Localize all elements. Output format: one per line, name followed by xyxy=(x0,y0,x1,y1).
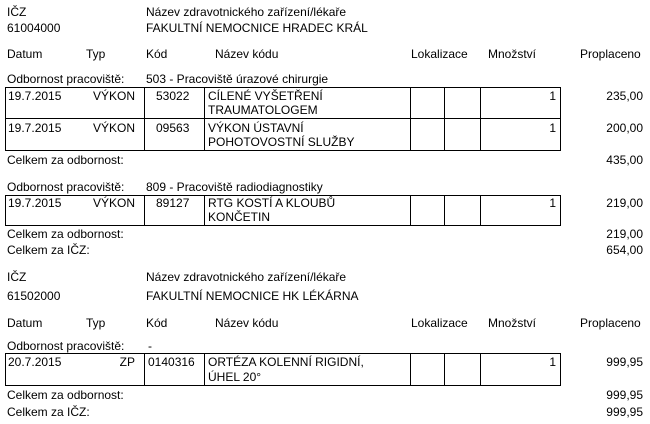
col-datum: Datum xyxy=(7,47,43,61)
odbornost-value: 809 - Pracoviště radiodiagnostiky xyxy=(146,180,323,194)
subtotal-value: 999,95 xyxy=(606,388,643,402)
subtotal-label: Celkem za odbornost: xyxy=(7,153,124,167)
odbornost-label: Odbornost pracoviště: xyxy=(7,339,125,353)
cell-kod: 09563 xyxy=(156,121,190,135)
facility-name-label: Název zdravotnického zařízení/lékaře xyxy=(146,270,347,284)
col-lokalizace: Lokalizace xyxy=(411,316,468,330)
cell-kod: 89127 xyxy=(156,196,190,210)
subtotal-value: 219,00 xyxy=(606,227,643,241)
cell-datum: 20.7.2015 xyxy=(8,355,62,369)
col-mnozstvi: Množství xyxy=(488,47,537,61)
icz-label: IČZ xyxy=(7,5,27,19)
cell-proplaceno: 200,00 xyxy=(606,121,643,135)
subtotal-label: Celkem za odbornost: xyxy=(7,227,124,241)
cell-nazev-line1: VÝKON ÚSTAVNÍ xyxy=(208,121,304,135)
cell-proplaceno: 999,95 xyxy=(606,355,643,369)
icz-value: 61502000 xyxy=(7,289,61,303)
cell-mnozstvi: 1 xyxy=(549,355,556,369)
cell-nazev-line1: RTG KOSTÍ A KLOUBŮ xyxy=(208,196,336,210)
col-nazev: Název kódu xyxy=(215,316,279,330)
cell-typ: VÝKON xyxy=(92,196,135,210)
cell-mnozstvi: 1 xyxy=(549,89,556,103)
icz-total-label: Celkem za IČZ: xyxy=(7,405,90,419)
col-typ: Typ xyxy=(86,47,106,61)
cell-nazev-line2: POHOTOVOSTNÍ SLUŽBY xyxy=(208,135,355,149)
col-kod: Kód xyxy=(146,47,168,61)
icz-total-value: 654,00 xyxy=(606,243,643,257)
icz-value: 61004000 xyxy=(7,21,61,35)
cell-mnozstvi: 1 xyxy=(549,121,556,135)
subtotal-label: Celkem za odbornost: xyxy=(7,388,124,402)
cell-nazev-line2: KONČETIN xyxy=(208,210,271,224)
icz-total-label: Celkem za IČZ: xyxy=(7,243,90,257)
cell-kod: 0140316 xyxy=(148,355,195,369)
cell-kod: 53022 xyxy=(156,89,190,103)
col-nazev: Název kódu xyxy=(215,47,279,61)
cell-typ: ZP xyxy=(119,355,135,369)
cell-nazev-line2: ÚHEL 20° xyxy=(208,370,262,384)
col-lokalizace: Lokalizace xyxy=(411,47,468,61)
odbornost-label: Odbornost pracoviště: xyxy=(7,72,125,86)
cell-datum: 19.7.2015 xyxy=(8,89,62,103)
subtotal-value: 435,00 xyxy=(606,153,643,167)
col-mnozstvi: Množství xyxy=(488,316,537,330)
cell-nazev-line1: CÍLENÉ VYŠETŘENÍ xyxy=(208,89,323,103)
col-kod: Kód xyxy=(146,316,168,330)
cell-mnozstvi: 1 xyxy=(549,196,556,210)
cell-typ: VÝKON xyxy=(92,89,135,103)
odbornost-value: - xyxy=(148,339,152,353)
cell-datum: 19.7.2015 xyxy=(8,121,62,135)
icz-label: IČZ xyxy=(7,270,27,284)
icz-total-value: 999,95 xyxy=(606,405,643,419)
cell-proplaceno: 219,00 xyxy=(606,196,643,210)
facility-name-label: Název zdravotnického zařízení/lékaře xyxy=(146,5,347,19)
cell-datum: 19.7.2015 xyxy=(8,196,62,210)
odbornost-label: Odbornost pracoviště: xyxy=(7,180,125,194)
col-datum: Datum xyxy=(7,316,43,330)
facility-name: FAKULTNÍ NEMOCNICE HK LÉKÁRNA xyxy=(146,289,359,303)
cell-nazev-line1: ORTÉZA KOLENNÍ RIGIDNÍ, xyxy=(208,355,364,369)
cell-nazev-line2: TRAUMATOLOGEM xyxy=(208,103,318,117)
cell-proplaceno: 235,00 xyxy=(606,89,643,103)
odbornost-value: 503 - Pracoviště úrazové chirurgie xyxy=(146,72,329,86)
col-proplaceno: Proplaceno xyxy=(580,316,641,330)
col-proplaceno: Proplaceno xyxy=(580,47,641,61)
col-typ: Typ xyxy=(86,316,106,330)
cell-typ: VÝKON xyxy=(92,121,135,135)
facility-name: FAKULTNÍ NEMOCNICE HRADEC KRÁL xyxy=(146,21,368,35)
